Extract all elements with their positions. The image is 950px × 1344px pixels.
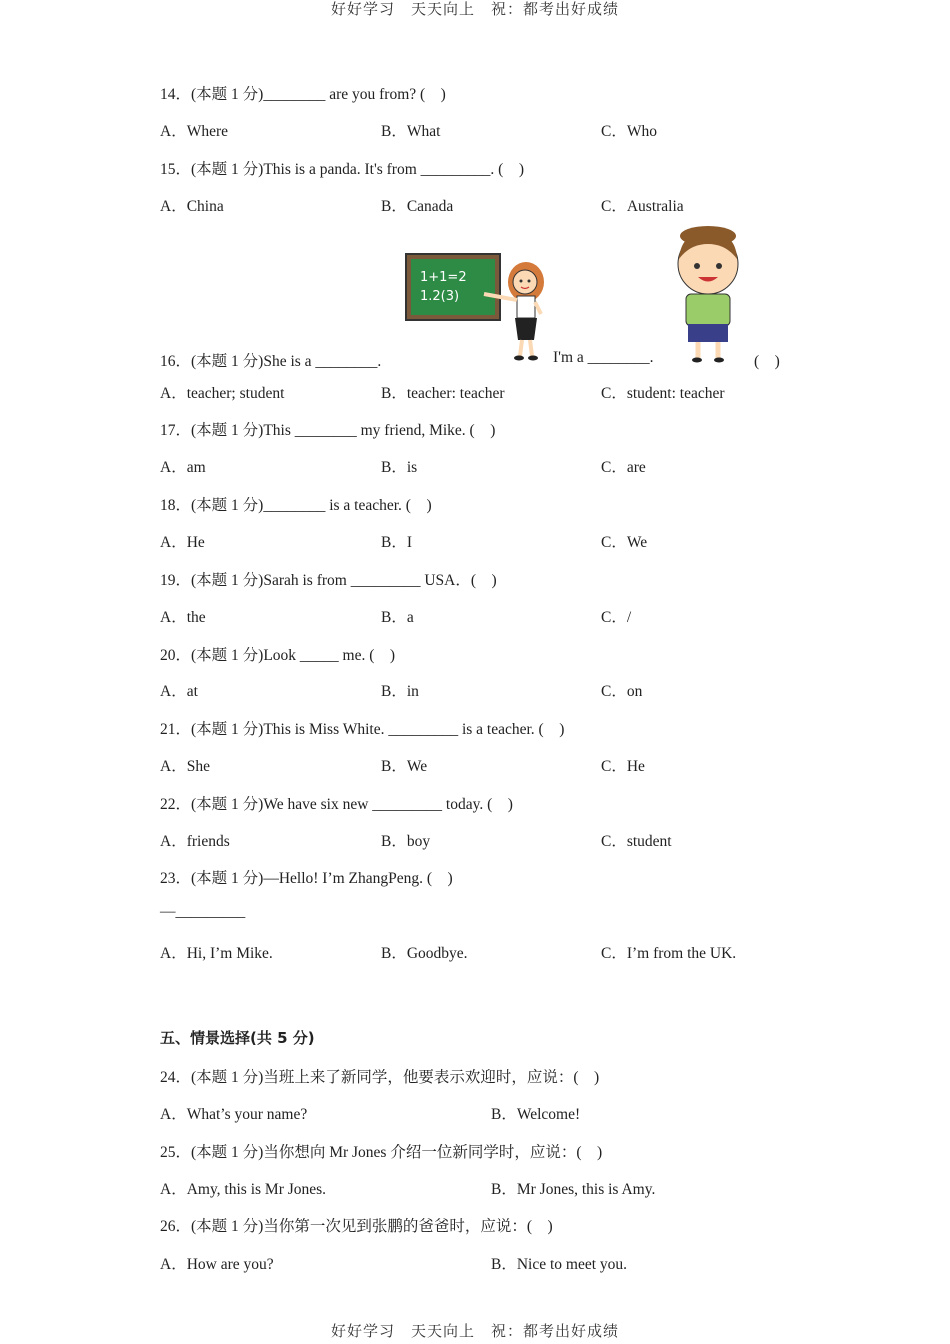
q21-option-b: B．We [381,758,428,775]
q15-option-b: B．Canada [381,198,454,215]
q16-option-a: A．teacher; student [160,385,285,402]
question-23: 23．(本题 1 分)—Hello! I’m ZhangPeng. ( ) [160,870,453,887]
q19-option-b: B．a [381,609,414,626]
question-26: 26．(本题 1 分)当你第一次见到张鹏的爸爸时，应说：( ) [160,1218,553,1235]
question-15: 15．(本题 1 分)This is a panda. It's from _________. ( ) [160,161,524,178]
q16-second-blank: I'm a ________. [553,349,654,366]
question-20: 20．(本题 1 分)Look _____ me. ( ) [160,647,396,664]
question-16: 16．(本题 1 分)She is a ________. [160,353,382,370]
q22-option-a: A．friends [160,833,230,850]
question-24: 24．(本题 1 分)当班上来了新同学，他要表示欢迎时，应说：( ) [160,1069,600,1086]
q24-option-a: A．What’s your name? [160,1106,308,1123]
q15-option-c: C．Australia [601,198,684,215]
q23-option-a: A．Hi, I’m Mike. [160,945,273,962]
q20-option-c: C．on [601,683,643,700]
q14-option-c: C．Who [601,123,657,140]
q23-option-c: C．I’m from the UK. [601,945,737,962]
q22-option-c: C．student [601,833,672,850]
student-illustration [666,224,750,364]
question-21: 21．(本题 1 分)This is Miss White. _________ is a teacher. ( ) [160,721,565,738]
q23-response-line: —_________ [160,903,246,920]
q16-option-b: B．teacher: teacher [381,385,505,402]
q16-answer-paren: ( ) [754,353,780,370]
question-14: 14．(本题 1 分)________ are you from? ( ) [160,86,446,103]
q25-option-b: B．Mr Jones, this is Amy. [491,1181,656,1198]
q21-option-c: C．He [601,758,645,775]
q14-option-b: B．What [381,123,441,140]
q20-option-a: A．at [160,683,198,700]
q19-option-c: C．/ [601,609,632,626]
q18-option-a: A．He [160,534,205,551]
q15-option-a: A．China [160,198,224,215]
blackboard-line-1: 1+1=2 [420,270,467,285]
q21-option-a: A．She [160,758,210,775]
q20-option-b: B．in [381,683,419,700]
q14-option-a: A．Where [160,123,228,140]
q18-option-c: C．We [601,534,648,551]
q22-option-b: B．boy [381,833,431,850]
blackboard-line-2: 1.2(3) [420,289,460,304]
question-19: 19．(本题 1 分)Sarah is from _________ USA．( ) [160,572,497,589]
q26-option-b: B．Nice to meet you. [491,1256,628,1273]
question-18: 18．(本题 1 分)________ is a teacher. ( ) [160,497,432,514]
question-17: 17．(本题 1 分)This ________ my friend, Mike. ( ) [160,422,496,439]
q17-option-b: B．is [381,459,418,476]
q17-option-c: C．are [601,459,646,476]
q19-option-a: A．the [160,609,206,626]
q17-option-a: A．am [160,459,206,476]
section-5-title: 五、情景选择(共 5 分) [160,1029,315,1047]
question-25: 25．(本题 1 分)当你想向 Mr Jones 介绍一位新同学时，应说：( ) [160,1144,603,1161]
q18-option-b: B．I [381,534,413,551]
q23-option-b: B．Goodbye. [381,945,468,962]
teacher-illustration [404,252,554,364]
q24-option-b: B．Welcome! [491,1106,581,1123]
q26-option-a: A．How are you? [160,1256,274,1273]
q25-option-a: A．Amy, this is Mr Jones. [160,1181,327,1198]
q16-option-c: C．student: teacher [601,385,725,402]
page-header: 好好学习 天天向上 祝：都考出好成绩 [330,0,619,18]
page-footer: 好好学习 天天向上 祝：都考出好成绩 [330,1322,619,1340]
question-22: 22．(本题 1 分)We have six new _________ today. ( ) [160,796,513,813]
